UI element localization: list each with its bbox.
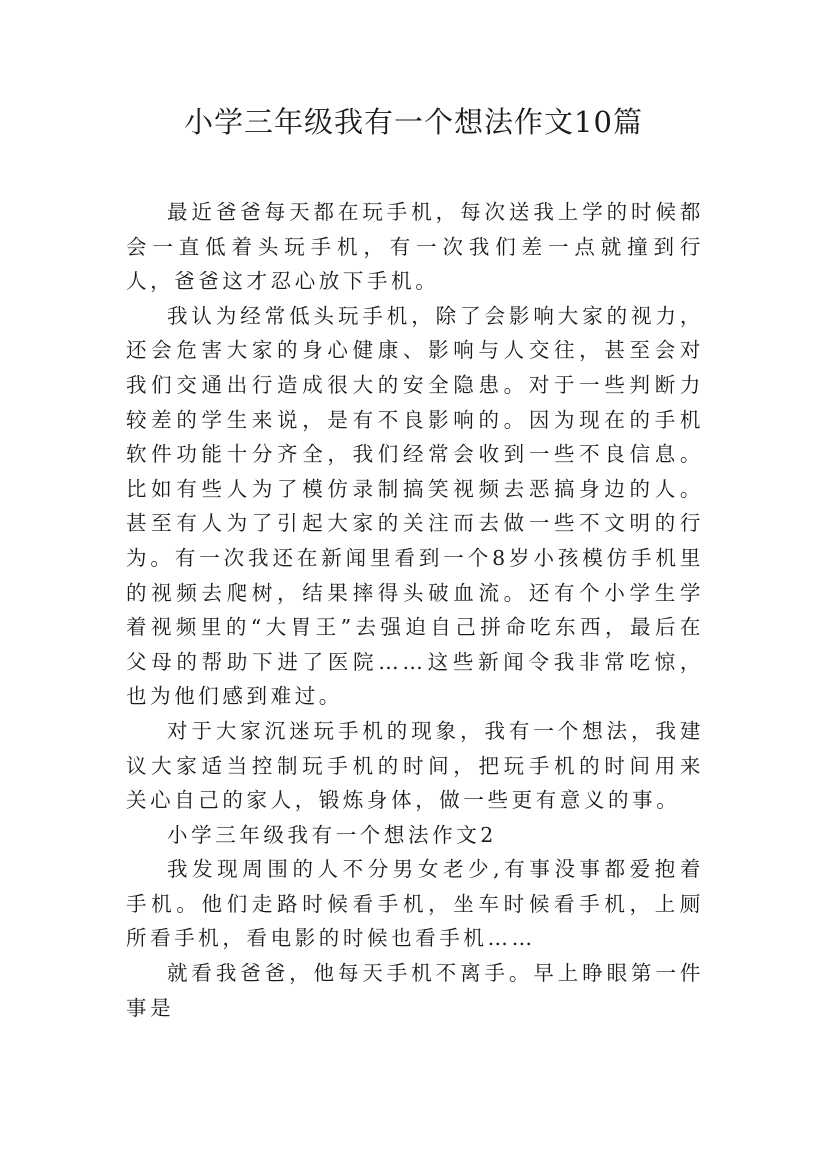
document-body bbox=[126, 195, 704, 1025]
section-heading: 小学三年级我有一个想法作文2 bbox=[167, 822, 497, 847]
paragraph: 就看我爸爸，他每天手机不离手。早上睁眼第一件事是 bbox=[126, 961, 704, 1020]
paragraph: 我认为经常低头玩手机，除了会影响大家的视力，还会危害大家的身心健康、影响与人交往，甚至会对我们交通出行造成很大的安全隐患。对于一些判断力较差的学生来说，是有不良影响的。因为现在的手机软件功能十分齐全，我们经常会收到一些不良信息。比如有些人为了模仿录制搞笑视频去恶搞身边的人。甚至有人为了引起大家的关注而去做一些不文明的行为。有一次我还在新闻里看到一个8岁小孩模仿手机里的视频去爬树，结果摔得头破血流。还有个小学生学着视频里的“大胃王”去强迫自己拼命吃东西，最后在父母的帮助下进了医院……这些新闻令我非常吃惊，也为他们感到难过。 bbox=[126, 303, 704, 709]
paragraph: 我发现周围的人不分男女老少,有事没事都爱抱着手机。他们走路时候看手机，坐车时候看手机，上厕所看手机，看电影的时候也看手机…… bbox=[126, 857, 704, 951]
document-title: 小学三年级我有一个想法作文10篇 bbox=[184, 105, 643, 139]
paragraph: 对于大家沉迷玩手机的现象，我有一个想法，我建议大家适当控制玩手机的时间，把玩手机的时间用来关心自己的家人，锻炼身体，做一些更有意义的事。 bbox=[126, 718, 704, 813]
paragraph: 最近爸爸每天都在玩手机，每次送我上学的时候都会一直低着头玩手机，有一次我们差一点就撞到行人，爸爸这才忍心放下手机。 bbox=[126, 200, 704, 294]
